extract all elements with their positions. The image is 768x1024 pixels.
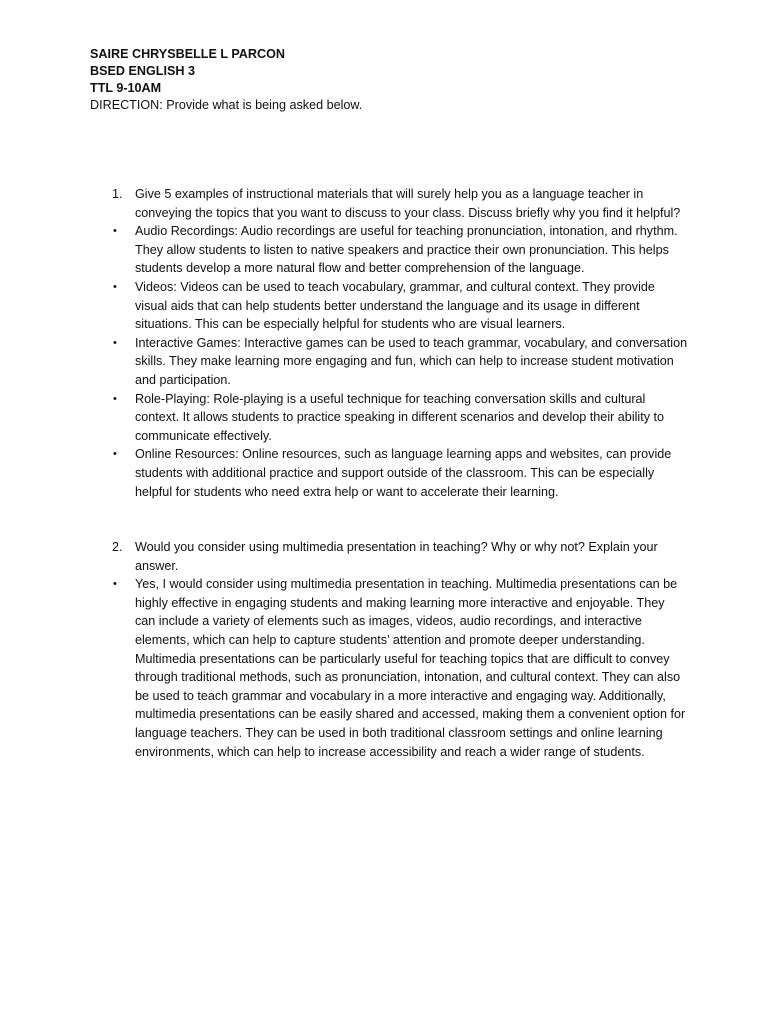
student-name: SAIRE CHRYSBELLE L PARCON <box>90 47 285 61</box>
list-item <box>90 575 688 761</box>
question-number: 1. <box>112 187 123 201</box>
bullet-icon: • <box>113 392 117 405</box>
document-header <box>90 46 690 114</box>
list-item <box>90 445 688 501</box>
list-item <box>90 390 688 446</box>
answer-text: Videos: Videos can be used to teach vocabulary, grammar, and cultural context. They provide visual aids that can help students better understand the language and its usage in different situations. This can be especially helpful for students who are visual learners. <box>135 279 655 332</box>
bullet-icon: • <box>113 448 117 461</box>
question-number: 2. <box>112 540 123 555</box>
list-item <box>90 278 688 334</box>
bullet-icon: • <box>113 280 117 293</box>
section-spacer <box>90 501 688 538</box>
question-text: Would you consider using multimedia presentation in teaching? Why or why not? Explain your answer. <box>135 540 658 573</box>
list-item <box>90 222 688 278</box>
answer-text: Role-Playing: Role-playing is a useful technique for teaching conversation skills and cultural context. It allows students to practice speaking in different scenarios and develop their ability to communicate effectively. <box>135 391 665 443</box>
direction-text: DIRECTION: Provide what is being asked below. <box>90 98 363 112</box>
answer-text: Audio Recordings: Audio recordings are useful for teaching pronunciation, intonation, and rhythm. They allow students to listen to native speakers and practice their own pronunciation. This helps students develop a more natural flow and better comprehension of the language. <box>135 224 678 276</box>
question-1 <box>90 185 688 222</box>
answer-text: Yes, I would consider using multimedia presentation in teaching. Multimedia presentations can be highly effective in engaging students and making learning more interactive and enjoyable. They can include a variety of elements such as images, videos, audio recordings, and interactive elements, which can help to capture students’ attention and promote deeper understanding. Multimedia presentations can be particularly useful for teaching topics that are difficult to convey through traditional methods, such as pronunciation, intonation, and cultural context. They can also be used to teach grammar and vocabulary in a more interactive and engaging way. Additionally, multimedia presentations can be easily shared and accessed, making them a convenient option for language teachers. They can be used in both traditional classroom settings and online learning environments, which can help to increase accessibility and reach a wider range of students. <box>135 577 686 759</box>
bullet-icon: • <box>113 578 117 591</box>
document-body <box>90 185 688 761</box>
student-course: BSED ENGLISH 3 <box>90 64 195 78</box>
class-schedule: TTL 9-10AM <box>90 81 162 95</box>
list-item <box>90 334 688 390</box>
question-2 <box>90 538 688 575</box>
answer-text: Online Resources: Online resources, such as language learning apps and websites, can provide students with additional practice and support outside of the classroom. This can be especially helpful for students who need extra help or want to accelerate their learning. <box>135 447 672 499</box>
question-text: Give 5 examples of instructional materials that will surely help you as a language teacher in conveying the topics that you want to discuss to your class. Discuss briefly why you find it helpful? <box>135 187 681 220</box>
bullet-icon: • <box>113 225 117 238</box>
bullet-icon: • <box>113 336 117 349</box>
answer-text: Interactive Games: Interactive games can be used to teach grammar, vocabulary, and conversation skills. They make learning more engaging and fun, which can help to increase student motivation and participation. <box>135 335 688 387</box>
